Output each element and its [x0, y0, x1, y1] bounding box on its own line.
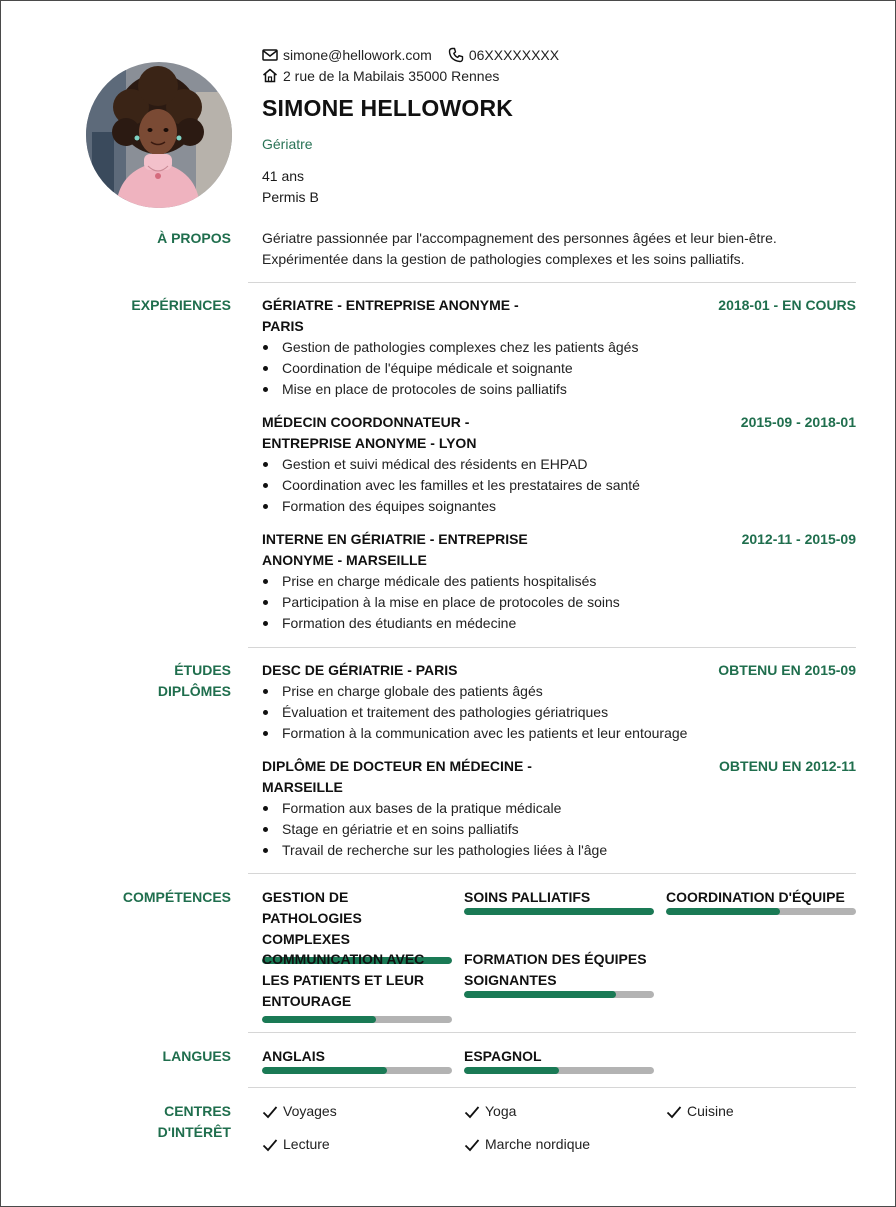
- skill-label: COMMUNICATION AVEC LES PATIENTS ET LEUR ENTOURAGE: [262, 951, 425, 1009]
- interest-label: Voyages: [283, 1103, 337, 1119]
- email-text: simone@hellowork.com: [283, 46, 432, 63]
- experience-entry: [262, 529, 856, 634]
- language-bar: [262, 1067, 452, 1074]
- contact-line-2: [262, 65, 862, 86]
- interests-title-line2: D'INTÉRÊT: [157, 1124, 231, 1140]
- resume-header: [262, 44, 862, 208]
- bullet-item: Formation des équipes soignantes: [262, 496, 856, 517]
- language-bar: [464, 1067, 654, 1074]
- language-item: [262, 1046, 452, 1074]
- education-entry: [262, 660, 856, 744]
- address-contact: [262, 68, 499, 84]
- experience-entry: [262, 295, 856, 400]
- interests-title-line1: CENTRES: [164, 1103, 231, 1119]
- skill-label: FORMATION DES ÉQUIPES SOIGNANTES: [464, 951, 647, 988]
- skill-bar: [666, 908, 856, 915]
- skill-bar: [262, 1016, 452, 1023]
- bullet-item: Prise en charge médicale des patients hospitalisés: [262, 571, 856, 592]
- checkmark-icon: [666, 1105, 682, 1119]
- bullet-item: Gestion de pathologies complexes chez les patients âgés: [262, 337, 856, 358]
- bullet-item: Coordination avec les familles et les prestataires de santé: [262, 475, 856, 496]
- bullet-item: Participation à la mise en place de protocoles de soins: [262, 592, 856, 613]
- age-text: 41 ans: [262, 168, 305, 184]
- divider: [248, 1087, 856, 1088]
- education-title: [61, 660, 231, 702]
- bullet-item: Stage en gériatrie et en soins palliatifs: [262, 819, 856, 840]
- interest-label: Yoga: [485, 1103, 517, 1119]
- profile-photo: [86, 62, 232, 208]
- education-bullets: [262, 681, 856, 744]
- divider: [248, 873, 856, 874]
- bullet-item: Travail de recherche sur les pathologies liées à l'âge: [262, 840, 856, 861]
- experience-title: MÉDECIN COORDONNATEUR - ENTREPRISE ANONYME - LYON: [262, 414, 477, 451]
- bullet-item: Évaluation et traitement des pathologies gériatriques: [262, 702, 856, 723]
- education-title-line1: ÉTUDES: [174, 662, 231, 678]
- interests-title: [61, 1101, 231, 1143]
- bullet-item: Prise en charge globale des patients âgés: [262, 681, 856, 702]
- interest-label: Lecture: [283, 1136, 330, 1152]
- skill-bar-fill: [464, 908, 654, 915]
- bullet-item: Formation des étudiants en médecine: [262, 613, 856, 634]
- skill-label: GESTION DE PATHOLOGIES COMPLEXES: [262, 889, 362, 947]
- experience-entry: [262, 412, 856, 517]
- about-text: Gériatre passionnée par l'accompagnement des personnes âgées et leur bien-être. Expérimentée dans la gestion de pathologies complexes et les soins palliatifs.: [262, 230, 777, 267]
- interest-item: [262, 1134, 330, 1155]
- skill-bar: [464, 991, 654, 998]
- home-icon: [262, 68, 278, 83]
- experience-bullets: [262, 337, 856, 400]
- phone-contact[interactable]: [448, 47, 559, 63]
- skills-title: COMPÉTENCES: [122, 889, 231, 905]
- language-bar-fill: [262, 1067, 387, 1074]
- interest-item: [262, 1101, 337, 1122]
- interest-label: Marche nordique: [485, 1136, 591, 1152]
- bullet-item: Formation aux bases de la pratique médicale: [262, 798, 856, 819]
- checkmark-icon: [464, 1138, 480, 1152]
- interests-grid: [262, 1101, 856, 1161]
- language-label: ESPAGNOL: [464, 1048, 542, 1064]
- experience-date: 2012-11 - 2015-09: [741, 531, 856, 547]
- divider: [248, 647, 856, 648]
- skill-item: [464, 949, 654, 998]
- skill-item: [464, 887, 654, 915]
- address-text: 2 rue de la Mabilais 35000 Rennes: [283, 67, 500, 84]
- skill-bar-fill: [262, 1016, 376, 1023]
- about-title: À PROPOS: [157, 230, 231, 246]
- education-entry: [262, 756, 856, 861]
- candidate-name: SIMONE HELLOWORK: [262, 95, 514, 121]
- contact-line-1: [262, 44, 862, 65]
- interest-item: [464, 1134, 590, 1155]
- education-title-text: DESC DE GÉRIATRIE - PARIS: [262, 662, 458, 678]
- skill-item: [262, 949, 452, 1023]
- bullet-item: Mise en place de protocoles de soins palliatifs: [262, 379, 856, 400]
- email-contact[interactable]: [262, 47, 432, 63]
- language-label: ANGLAIS: [262, 1048, 325, 1064]
- experience-title: GÉRIATRE - ENTREPRISE ANONYME - PARIS: [262, 297, 519, 334]
- license-text: Permis B: [262, 189, 319, 205]
- experiences-title: EXPÉRIENCES: [131, 297, 231, 313]
- divider: [248, 282, 856, 283]
- bullet-item: Formation à la communication avec les patients et leur entourage: [262, 723, 856, 744]
- personal-info: [262, 166, 862, 208]
- skill-bar-fill: [464, 991, 616, 998]
- interest-label: Cuisine: [687, 1103, 734, 1119]
- experience-title: INTERNE EN GÉRIATRIE - ENTREPRISE ANONYME - MARSEILLE: [262, 531, 528, 568]
- skill-label: COORDINATION D'ÉQUIPE: [666, 889, 845, 905]
- bullet-item: Coordination de l'équipe médicale et soignante: [262, 358, 856, 379]
- experience-date: 2015-09 - 2018-01: [740, 414, 856, 430]
- interest-item: [666, 1101, 734, 1122]
- skill-label: SOINS PALLIATIFS: [464, 889, 591, 905]
- checkmark-icon: [464, 1105, 480, 1119]
- language-item: [464, 1046, 654, 1074]
- checkmark-icon: [262, 1138, 278, 1152]
- skill-item: [666, 887, 856, 915]
- education-date: OBTENU EN 2012-11: [719, 758, 856, 774]
- languages-title: LANGUES: [162, 1048, 231, 1064]
- education-date: OBTENU EN 2015-09: [718, 662, 856, 678]
- experience-bullets: [262, 571, 856, 634]
- phone-text: 06XXXXXXXX: [468, 46, 560, 63]
- skill-bar-fill: [666, 908, 780, 915]
- experience-bullets: [262, 454, 856, 517]
- phone-icon: [448, 47, 464, 63]
- experience-date: 2018-01 - EN COURS: [718, 297, 856, 313]
- divider: [248, 1032, 856, 1033]
- language-bar-fill: [464, 1067, 559, 1074]
- education-title-line2: DIPLÔMES: [157, 683, 231, 699]
- job-title: Gériatre: [262, 136, 313, 152]
- interest-item: [464, 1101, 516, 1122]
- education-bullets: [262, 798, 856, 861]
- checkmark-icon: [262, 1105, 278, 1119]
- education-title-text: DIPLÔME DE DOCTEUR EN MÉDECINE - MARSEILLE: [262, 758, 532, 795]
- skill-bar: [464, 908, 654, 915]
- envelope-icon: [262, 48, 278, 62]
- bullet-item: Gestion et suivi médical des résidents en EHPAD: [262, 454, 856, 475]
